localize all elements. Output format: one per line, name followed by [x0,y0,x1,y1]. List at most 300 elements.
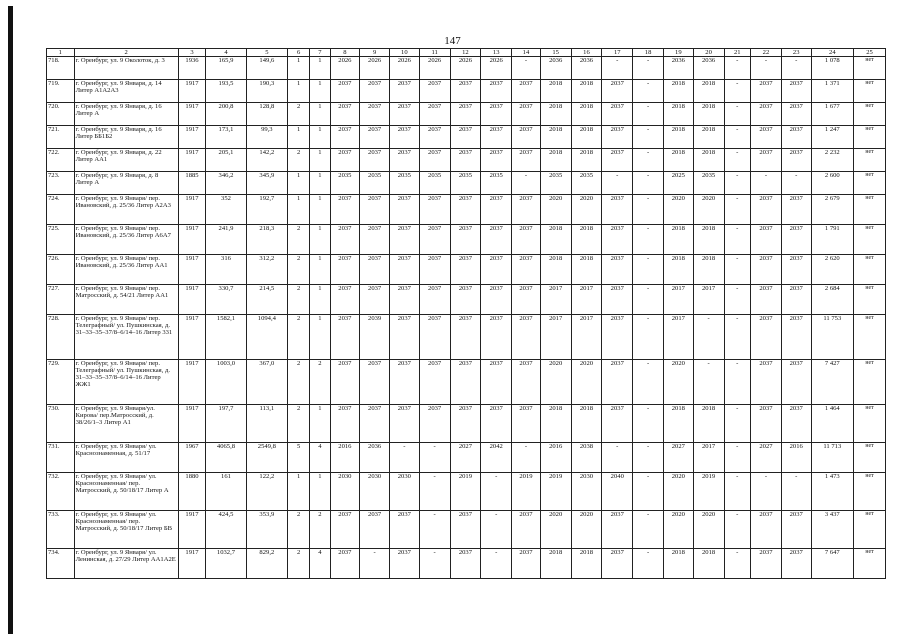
table-cell: 2037 [751,103,782,126]
table-row [47,255,886,285]
table-cell: 2037 [419,195,450,225]
table-cell: - [633,511,664,549]
table-cell: 193,5 [206,80,246,103]
table-cell: 2018 [571,549,602,579]
table-cell: 2037 [602,285,633,315]
table-cell: 1 [288,172,310,195]
row-number-cell: 723. [47,172,75,195]
table-cell: 2017 [663,315,693,360]
column-header: 7 [310,49,330,57]
table-cell: - [724,511,751,549]
table-cell: 2037 [330,360,360,405]
table-cell: 2037 [360,225,390,255]
table-cell: 346,2 [206,172,246,195]
address-cell: г. Оренбург, ул. 9 Января/ пер. Телеграфный/ ул. Пушкинская, д. 31–33–35–37/8–6/14–16 Литер ЖЖ1 [74,360,178,405]
table-cell: 2037 [389,225,419,255]
table-cell: 1003,0 [206,360,246,405]
table-cell: 2037 [781,149,811,172]
address-cell: г. Оренбург, ул. 9 Января/ул. Кирова/ пер.Матросский, д. 38/26/1–3 Литер А1 [74,405,178,443]
table-cell: 2018 [571,126,602,149]
table-cell: 2016 [330,443,360,473]
table-cell: - [389,443,419,473]
row-number-cell: 732. [47,473,75,511]
table-cell: 190,3 [246,80,287,103]
table-cell: 367,0 [246,360,287,405]
table-cell: 2037 [330,225,360,255]
table-cell: 2037 [450,80,481,103]
table-cell: 2 [288,255,310,285]
table-cell: - [724,195,751,225]
table-cell: 2037 [481,405,512,443]
table-cell: 2037 [781,80,811,103]
address-cell: г. Оренбург, ул. 9 Января, д. 14 Литер А1А2А3 [74,80,178,103]
table-row [47,172,886,195]
table-cell: 2037 [751,149,782,172]
table-cell: 2037 [481,360,512,405]
table-cell: 2037 [389,195,419,225]
table-cell: 2037 [481,149,512,172]
table-cell: 1917 [178,225,206,255]
table-cell: 2037 [481,80,512,103]
table-cell: 2037 [781,126,811,149]
table-cell: 2037 [389,255,419,285]
table-cell: - [633,360,664,405]
column-header: 6 [288,49,310,57]
column-header: 2 [74,49,178,57]
table-cell: 2037 [330,549,360,579]
table-cell: 1917 [178,405,206,443]
table-cell: 2 [288,549,310,579]
table-cell: - [724,549,751,579]
table-cell: - [633,255,664,285]
row-number-cell: 722. [47,149,75,172]
table-cell: 2020 [571,195,602,225]
table-cell: 99,3 [246,126,287,149]
table-cell: - [633,285,664,315]
table-cell: 2018 [663,549,693,579]
table-cell: 2037 [450,126,481,149]
row-number-cell: 734. [47,549,75,579]
table-cell: 5 [288,443,310,473]
table-cell: 2 [288,149,310,172]
table-cell: 2549,8 [246,443,287,473]
table-cell: 2040 [602,473,633,511]
table-cell: 2037 [481,126,512,149]
table-cell: 2037 [781,511,811,549]
housing-register-table [46,48,886,579]
table-cell: 2 [288,315,310,360]
table-cell: 2020 [571,511,602,549]
table-cell: 2027 [751,443,782,473]
table-cell: - [751,172,782,195]
table-cell: 2037 [419,315,450,360]
address-cell: г. Оренбург, ул. 9 Января, д. 22 Литер АА1 [74,149,178,172]
table-cell: 1917 [178,285,206,315]
row-number-cell: 725. [47,225,75,255]
table-row [47,285,886,315]
table-cell: - [419,473,450,511]
table-cell: 2018 [571,225,602,255]
table-cell: 1094,4 [246,315,287,360]
table-cell: - [419,549,450,579]
status-cell: нет [854,57,886,80]
table-cell: 2037 [360,285,390,315]
table-cell: 11 753 [811,315,853,360]
table-cell: 197,7 [206,405,246,443]
table-cell: 2037 [360,126,390,149]
table-cell: 2017 [693,443,724,473]
table-cell: 1 [310,473,330,511]
table-cell: 1880 [178,473,206,511]
table-row [47,195,886,225]
table-cell: 2017 [693,285,724,315]
table-cell: 1 371 [811,80,853,103]
table-cell: 241,9 [206,225,246,255]
table-cell: 2035 [450,172,481,195]
table-cell: 2 [288,285,310,315]
table-cell: 2037 [602,511,633,549]
table-cell: 2037 [481,225,512,255]
address-cell: г. Оренбург, ул. 9 Января/ пер. Ивановский, д. 25/36 Литер А6А7 [74,225,178,255]
table-cell: 1 [310,285,330,315]
status-cell: нет [854,255,886,285]
table-cell: 2 684 [811,285,853,315]
table-cell: 2018 [540,80,571,103]
table-cell: 2026 [330,57,360,80]
table-cell: 829,2 [246,549,287,579]
table-cell: 2036 [693,57,724,80]
table-cell: 2037 [512,225,541,255]
table-cell: 2025 [663,172,693,195]
table-cell: 2018 [693,103,724,126]
table-cell: 2018 [693,255,724,285]
table-cell: 1 [310,405,330,443]
status-cell: нет [854,285,886,315]
status-cell: нет [854,549,886,579]
table-cell: 2018 [571,149,602,172]
table-cell: 2020 [663,360,693,405]
table-cell: - [633,473,664,511]
status-cell: нет [854,80,886,103]
table-cell: 2020 [693,195,724,225]
column-header: 23 [781,49,811,57]
table-cell: 2 [310,511,330,549]
table-cell: 2018 [663,103,693,126]
table-cell: 2037 [360,255,390,285]
table-cell: 353,9 [246,511,287,549]
address-cell: г. Оренбург, ул. 9 Января, д. 16 Литер А [74,103,178,126]
table-cell: 2018 [693,225,724,255]
table-cell: 2036 [571,57,602,80]
table-cell: 2037 [450,195,481,225]
table-cell: - [633,549,664,579]
table-cell: 2037 [781,285,811,315]
page-number: 147 [444,35,461,47]
table-cell: 2020 [540,195,571,225]
table-cell: - [633,405,664,443]
table-cell: 2037 [602,549,633,579]
table-cell: 2017 [540,315,571,360]
table-cell: 4065,8 [206,443,246,473]
table-cell: 2020 [663,195,693,225]
table-cell: 149,6 [246,57,287,80]
table-cell: 2037 [450,549,481,579]
table-cell: 2037 [419,80,450,103]
table-cell: 2037 [389,511,419,549]
table-cell: 2037 [389,549,419,579]
table-cell: 2037 [360,405,390,443]
address-cell: г. Оренбург, ул. 9 Января/ пер. Матросский, д. 54/21 Литер АА1 [74,285,178,315]
table-cell: 1 791 [811,225,853,255]
table-cell: - [633,57,664,80]
table-cell: 2037 [512,255,541,285]
table-cell: 2035 [481,172,512,195]
table-cell: - [419,443,450,473]
column-header: 20 [693,49,724,57]
table-cell: - [602,443,633,473]
table-cell: 2018 [663,126,693,149]
table-cell: - [633,103,664,126]
column-header: 22 [751,49,782,57]
table-cell: - [481,511,512,549]
table-cell: 2037 [450,511,481,549]
table-row [47,225,886,255]
table-cell: 2037 [512,511,541,549]
table-cell: 2037 [781,255,811,285]
table-cell: 2037 [330,255,360,285]
column-header: 21 [724,49,751,57]
table-cell: 2037 [330,149,360,172]
table-cell: 2037 [360,360,390,405]
table-cell: 1 [288,126,310,149]
table-cell: 2030 [330,473,360,511]
table-cell: 2036 [663,57,693,80]
table-cell: 2018 [540,225,571,255]
table-cell: 2026 [419,57,450,80]
table-cell: 2037 [751,511,782,549]
table-cell: 2037 [389,103,419,126]
table-cell: - [512,57,541,80]
row-number-cell: 728. [47,315,75,360]
table-cell: - [633,149,664,172]
table-cell: 142,2 [246,149,287,172]
table-cell: - [751,473,782,511]
table-cell: 2037 [781,225,811,255]
table-cell: 2 [288,405,310,443]
table-cell: 1 [310,103,330,126]
column-header: 13 [481,49,512,57]
table-cell: 2018 [663,225,693,255]
table-row [47,360,886,405]
table-cell: 1936 [178,57,206,80]
status-cell: нет [854,473,886,511]
table-cell: - [633,126,664,149]
column-header: 11 [419,49,450,57]
address-cell: г. Оренбург, ул. 9 Января, д. 16 Литер ББ1Б2 [74,126,178,149]
table-cell: 1 [288,195,310,225]
table-cell: 2019 [512,473,541,511]
table-cell: 2017 [571,315,602,360]
table-cell: 1917 [178,195,206,225]
table-cell: 2036 [360,443,390,473]
table-cell: 2020 [571,360,602,405]
table-cell: 1 078 [811,57,853,80]
table-cell: 200,8 [206,103,246,126]
table-cell: 2018 [540,149,571,172]
table-cell: 173,1 [206,126,246,149]
table-cell: 1 [310,255,330,285]
table-cell: 1 [310,195,330,225]
table-cell: 2020 [693,511,724,549]
table-cell: 2037 [751,80,782,103]
table-cell: 1 [310,225,330,255]
table-cell: - [602,172,633,195]
table-cell: 1 [288,473,310,511]
table-row [47,80,886,103]
table-cell: - [724,443,751,473]
table-cell: 192,7 [246,195,287,225]
table-cell: 1917 [178,80,206,103]
table-cell: - [724,149,751,172]
table-row [47,405,886,443]
table-cell: 218,3 [246,225,287,255]
address-cell: г. Оренбург, ул. 9 Января, д. 8 Литер А [74,172,178,195]
status-cell: нет [854,511,886,549]
table-cell: 2037 [419,149,450,172]
table-cell: - [633,172,664,195]
table-cell: - [360,549,390,579]
table-row [47,103,886,126]
table-cell: 1917 [178,255,206,285]
table-cell: 352 [206,195,246,225]
address-cell: г. Оренбург, ул. 9 Января/ ул. Краснознаменная, д. 51/17 [74,443,178,473]
table-row [47,443,886,473]
table-cell: 2037 [450,255,481,285]
table-cell: 1917 [178,126,206,149]
table-cell: 424,5 [206,511,246,549]
table-cell: 2037 [360,511,390,549]
table-cell: 2019 [693,473,724,511]
table-cell: 2037 [360,80,390,103]
table-cell: 2 [288,511,310,549]
table-cell: 2017 [540,285,571,315]
row-number-cell: 726. [47,255,75,285]
table-cell: - [724,126,751,149]
table-cell: 2037 [481,255,512,285]
table-cell: 2037 [330,126,360,149]
table-cell: 2026 [389,57,419,80]
table-cell: 2018 [663,149,693,172]
table-cell: 2018 [693,80,724,103]
table-cell: 214,5 [246,285,287,315]
table-body [47,57,886,579]
table-cell: - [602,57,633,80]
table-cell: 2037 [512,126,541,149]
table-cell: 2037 [419,103,450,126]
table-cell: 2037 [360,195,390,225]
table-cell: 2037 [481,103,512,126]
table-cell: 2038 [571,443,602,473]
table-cell: - [633,315,664,360]
table-cell: 2037 [751,195,782,225]
table-cell: 1 [288,57,310,80]
table-cell: - [724,57,751,80]
table-cell: 2020 [540,360,571,405]
table-cell: - [481,473,512,511]
table-cell: - [633,195,664,225]
row-number-cell: 730. [47,405,75,443]
table-cell: 2035 [330,172,360,195]
table-cell: 2037 [602,405,633,443]
table-row [47,57,886,80]
table-cell: 2037 [512,103,541,126]
table-cell: 2037 [330,285,360,315]
table-cell: 2027 [663,443,693,473]
table-cell: 2037 [330,511,360,549]
column-header: 3 [178,49,206,57]
address-cell: г. Оренбург, ул. 9 Января/ ул. Ленинская, д. 27/29 Литер АА1А2Е [74,549,178,579]
table-cell: 1885 [178,172,206,195]
table-cell: 2 [310,360,330,405]
table-cell: 2018 [540,405,571,443]
table-cell: 2037 [602,225,633,255]
table-cell: 1917 [178,149,206,172]
table-cell: 2018 [571,80,602,103]
table-cell: 1 464 [811,405,853,443]
table-cell: 2020 [663,473,693,511]
table-cell: 2037 [512,80,541,103]
table-cell: 113,1 [246,405,287,443]
table-cell: 2018 [693,405,724,443]
row-number-cell: 720. [47,103,75,126]
table-cell: 2037 [602,80,633,103]
table-cell: 3 437 [811,511,853,549]
table-cell: - [781,172,811,195]
table-cell: 2017 [571,285,602,315]
table-cell: 2037 [481,285,512,315]
table-cell: 165,9 [206,57,246,80]
table-cell: 2037 [330,315,360,360]
row-number-cell: 731. [47,443,75,473]
table-cell: 2030 [389,473,419,511]
table-cell: 1 247 [811,126,853,149]
table-cell: - [751,57,782,80]
table-cell: 2016 [781,443,811,473]
table-cell: - [724,285,751,315]
status-cell: нет [854,149,886,172]
table-cell: - [512,172,541,195]
column-header: 4 [206,49,246,57]
row-number-cell: 721. [47,126,75,149]
table-cell: 2018 [540,126,571,149]
table-cell: 2037 [512,360,541,405]
table-cell: 2020 [540,511,571,549]
table-cell: 2037 [512,405,541,443]
table-cell: 1917 [178,511,206,549]
table-cell: 2 [288,225,310,255]
address-cell: г. Оренбург, ул. 9 Января/ пер. Телеграфный/ ул. Пушкинская, д. 31–33–35–37/8–6/14–16 Литер 331 [74,315,178,360]
table-cell: 2037 [450,103,481,126]
table-cell: 2037 [389,149,419,172]
table-cell: 4 [310,549,330,579]
table-cell: 2037 [781,360,811,405]
table-cell: 2 679 [811,195,853,225]
table-cell: 1 473 [811,473,853,511]
table-cell: 2037 [512,195,541,225]
table-cell: 2018 [540,103,571,126]
table-cell: 330,7 [206,285,246,315]
table-cell: 1917 [178,315,206,360]
